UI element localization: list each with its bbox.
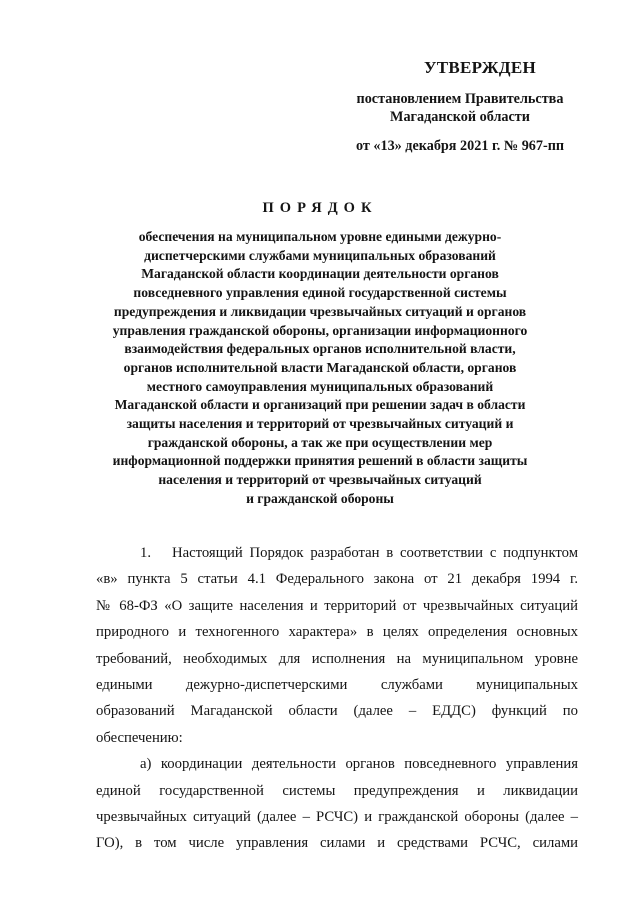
paragraph-1-line	[96, 540, 578, 566]
paragraph-1-line: едиными дежурно-диспетчерскими службами муниципальных	[96, 677, 578, 694]
subtitle-line: предупреждения и ликвидации чрезвычайных ситуаций и органов	[113, 303, 527, 319]
paragraph-a-line: ГО), в том числе управления силами и средствами РСЧС, силами	[96, 835, 578, 852]
paragraph-a-line: единой государственной системы предупреждения и ликвидации	[96, 782, 578, 799]
approval-line-1: постановлением Правительства	[356, 91, 564, 107]
paragraph-a-line: чрезвычайных ситуаций (далее – РСЧС) и гражданской обороны (далее –	[96, 809, 578, 826]
subtitle-line: населения и территорий от чрезвычайных ситуаций	[158, 472, 482, 488]
subtitle-line: защиты населения и территорий от чрезвычайных ситуаций и	[126, 416, 514, 432]
paragraph-1-text: Настоящий Порядок разработан в соответствии с подпунктом	[172, 545, 578, 561]
subtitle-line: Магаданской области координации деятельности органов	[141, 266, 499, 282]
subtitle-line: управления гражданской обороны, организации информационного	[112, 322, 528, 338]
paragraph-1-line: «в» пункта 5 статьи 4.1 Федерального закона от 21 декабря 1994 г.	[96, 571, 578, 588]
document-title: ПОРЯДОК	[262, 200, 378, 216]
subtitle-line: взаимодействия федеральных органов исполнительной власти,	[124, 341, 516, 357]
paragraph-a-line: а) координации деятельности органов повседневного управления	[140, 756, 578, 773]
paragraph-1-line: № 68-ФЗ «О защите населения и территорий от чрезвычайных ситуаций	[96, 597, 578, 614]
subtitle-line: повседневного управления единой государственной системы	[133, 285, 507, 301]
paragraph-1-number: 1.	[140, 545, 152, 561]
subtitle-line: органов исполнительной власти Магаданской области, органов	[123, 359, 517, 375]
approval-block	[330, 58, 590, 155]
subtitle-line: обеспечения на муниципальном уровне едиными дежурно-	[138, 229, 502, 244]
subtitle-line: и гражданской обороны	[246, 490, 394, 506]
approval-line-2: Магаданской области	[390, 109, 530, 125]
document-body	[96, 540, 578, 857]
subtitle-line: Магаданской области и организаций при решении задач в области	[114, 397, 526, 413]
paragraph-1-line: требований, необходимых для исполнения на муниципальном уровне	[96, 650, 578, 667]
paragraph-1-line: образований Магаданской области (далее – ЕДДС) функций по	[96, 703, 578, 720]
approval-date: от «13» декабря 2021 г. № 967-пп	[355, 138, 565, 154]
subtitle-line: диспетчерскими службами муниципальных образований	[144, 247, 496, 263]
paragraph-1-line: обеспечению:	[96, 729, 183, 746]
subtitle-line: гражданской обороны, а так же при осуществлении мер	[147, 434, 493, 450]
subtitle-line: информационной поддержки принятия решений в области защиты	[112, 453, 528, 469]
document-subtitle	[60, 228, 580, 509]
approval-heading: УТВЕРЖДЕН	[423, 58, 537, 77]
subtitle-line: местного самоуправления муниципальных образований	[146, 378, 494, 394]
paragraph-1-line: природного и техногенного характера» в целях определения основных	[96, 624, 578, 641]
